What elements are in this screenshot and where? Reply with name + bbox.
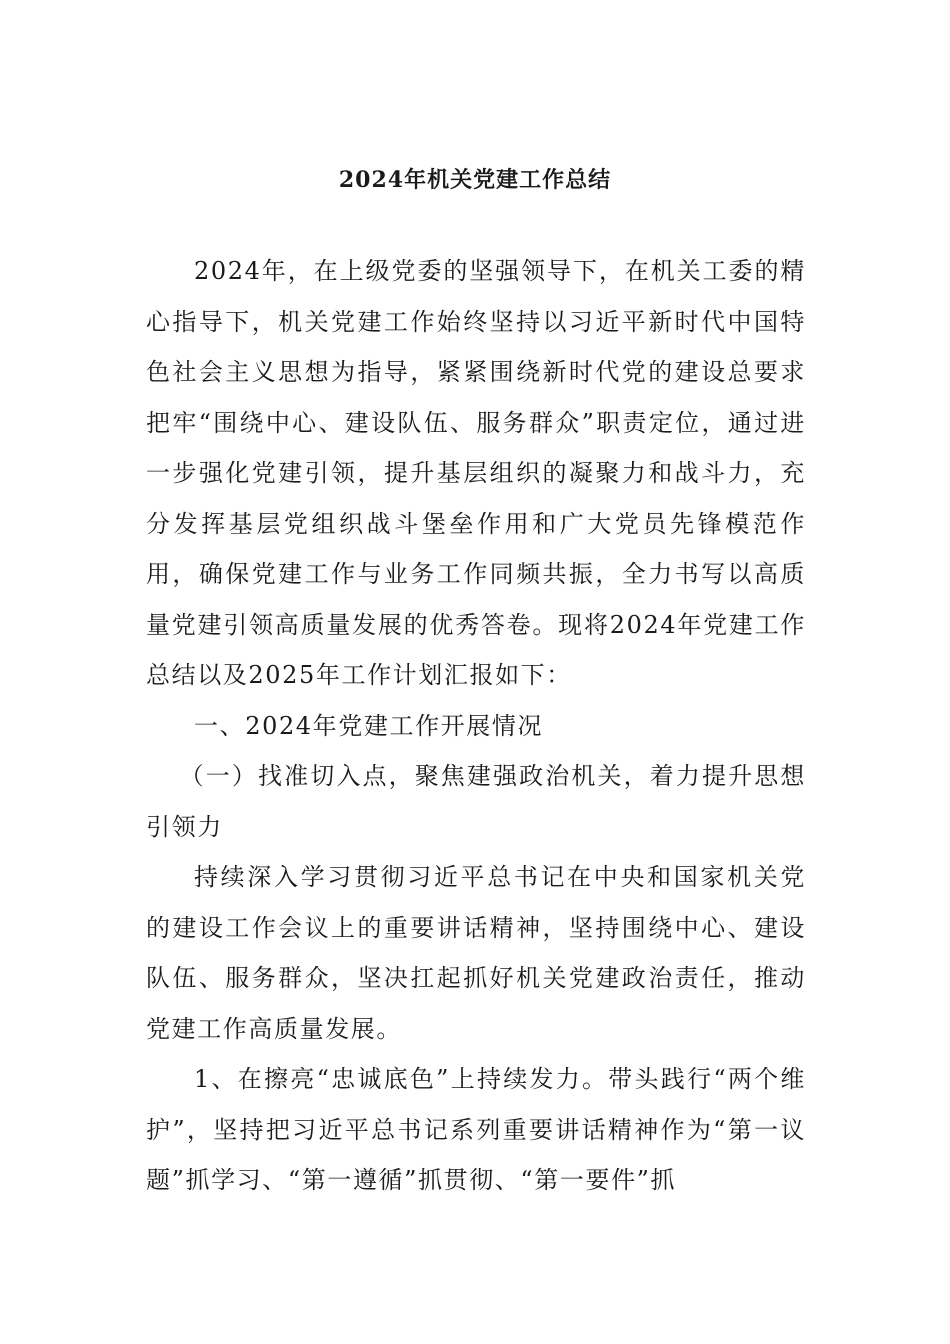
document-title: 2024年机关党建工作总结 <box>338 167 612 193</box>
paragraph-subsection-1: 持续深入学习贯彻习近平总书记在中央和国家机关党的建设工作会议上的重要讲话精神，坚持围绕中心、建设队伍、服务群众，坚决扛起抓好机关党建政治责任，推动党建工作高质量发展。 <box>146 863 806 1043</box>
paragraph-item-1: 1、在擦亮“忠诚底色”上持续发力。带头践行“两个维护”，坚持把习近平总书记系列重要讲话精神作为“第一议题”抓学习、“第一遵循”抓贯彻、“第一要件”抓 <box>146 1065 806 1194</box>
subsection-heading-1: （一）找准切入点，聚焦建强政治机关，着力提升思想引领力 <box>146 762 806 841</box>
section-heading-1: 一、2024年党建工作开展情况 <box>194 711 544 740</box>
paragraph-intro: 2024年，在上级党委的坚强领导下，在机关工委的精心指导下，机关党建工作始终坚持以习近平新时代中国特色社会主义思想为指导，紧紧围绕新时代党的建设总要求把牢“围绕中心、建设队伍、服务群众”职责定位，通过进一步强化党建引领，提升基层组织的凝聚力和战斗力，充分发挥基层党组织战斗堡垒作用和广大党员先锋模范作用，确保党建工作与业务工作同频共振，全力书写以高质量党建引领高质量发展的优秀答卷。现将2024年党建工作总结以及2025年工作计划汇报如下： <box>146 257 806 689</box>
document-body <box>146 246 806 1206</box>
